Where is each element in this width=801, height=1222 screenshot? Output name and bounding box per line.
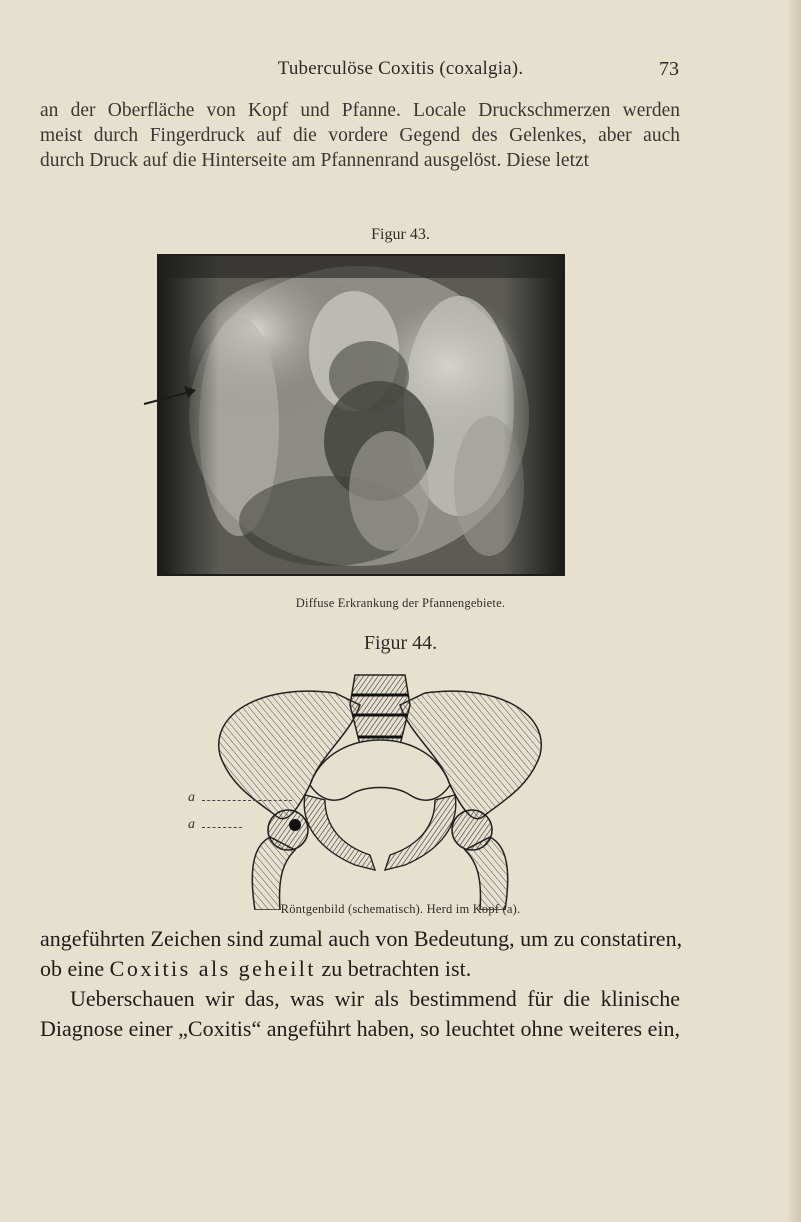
text-line: Ueberschauen wir das, was wir als bestimmend für die klinische [70, 986, 680, 1011]
body-paragraph [40, 924, 683, 1044]
emphasized-text: Coxitis als geheilt [109, 956, 317, 981]
page-number: 73 [659, 58, 679, 80]
text-line: durch Druck auf die Hinterseite am Pfannenrand ausgelöst. Diese letzt [40, 150, 590, 171]
figure-43-label: Figur 43. [371, 226, 430, 243]
figure-44-caption: Röntgenbild (schematisch). Herd im Kopf (a). [280, 902, 521, 916]
figure-43-xray-image [157, 254, 565, 576]
text-line: Diagnose einer „Coxitis“ angeführt haben, so leuchtet ohne weiteres ein, [40, 1016, 680, 1041]
pointer-line [202, 827, 242, 828]
figure-44-label: Figur 44. [363, 632, 438, 654]
text-line [40, 954, 680, 984]
pointer-line [202, 800, 292, 801]
text-line: meist durch Fingerdruck auf die vordere Gegend des Gelenkes, aber auch [40, 125, 680, 146]
text-line: an der Oberfläche von Kopf und Pfanne. Locale Druckschmerzen werden [40, 100, 680, 121]
arrow-icon [142, 378, 208, 418]
pointer-label-a: a [188, 790, 195, 805]
page-edge [787, 0, 801, 1222]
pointer-label-a: a [188, 817, 195, 832]
figure-44-pelvis-diagram [200, 665, 560, 910]
text-line: angeführten Zeichen sind zumal auch von Bedeutung, um zu constatiren, [40, 926, 683, 951]
running-head [0, 58, 801, 88]
running-title: Tuberculöse Coxitis (coxalgia). [277, 58, 524, 79]
figure-43-caption: Diffuse Erkrankung der Pfannengebiete. [295, 596, 506, 610]
intro-paragraph [40, 98, 680, 173]
text-fragment: ob eine [40, 956, 110, 981]
text-fragment: zu betrachten ist. [316, 956, 472, 981]
